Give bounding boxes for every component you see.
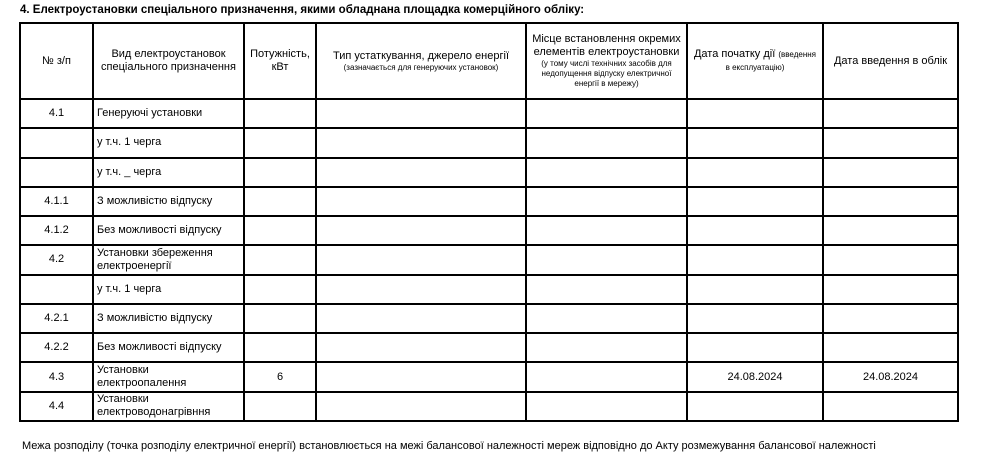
row-start-date [687, 333, 823, 362]
table-row [20, 158, 958, 187]
row-install-type [316, 216, 526, 245]
row-account-date [823, 128, 958, 157]
row-install-type [316, 392, 526, 421]
row-location [526, 304, 687, 333]
table-row [20, 128, 958, 157]
row-install-type [316, 275, 526, 304]
row-power [244, 99, 316, 128]
row-install-type [316, 304, 526, 333]
row-install-type [316, 187, 526, 216]
row-power [244, 245, 316, 274]
row-power [244, 392, 316, 421]
row-label: З можливістю відпуску [93, 187, 244, 216]
row-location [526, 99, 687, 128]
row-label: Генеруючі установки [93, 99, 244, 128]
row-location [526, 245, 687, 274]
row-install-type [316, 128, 526, 157]
row-num: 4.1.2 [20, 216, 93, 245]
table-row [20, 216, 958, 245]
table-row [20, 275, 958, 304]
row-account-date [823, 158, 958, 187]
row-num [20, 128, 93, 157]
row-account-date [823, 392, 958, 421]
row-install-type [316, 333, 526, 362]
install-type-title: Тип устаткування, джерело енергії [332, 49, 509, 62]
row-account-date [823, 216, 958, 245]
row-start-date [687, 275, 823, 304]
row-install-type [316, 158, 526, 187]
row-location [526, 362, 687, 391]
col-header-power: Потужність, кВт [244, 23, 316, 99]
table-row [20, 362, 958, 391]
row-num: 4.2 [20, 245, 93, 274]
row-install-type [316, 99, 526, 128]
row-start-date [687, 187, 823, 216]
table-row [20, 187, 958, 216]
row-account-date [823, 245, 958, 274]
row-power [244, 304, 316, 333]
row-power [244, 216, 316, 245]
row-account-date [823, 275, 958, 304]
table-row [20, 99, 958, 128]
location-note: (у тому числі технічних засобів для недопущення відпуску електричної енергії в мережу) [541, 59, 672, 88]
start-date-title: Дата початку дії [693, 48, 776, 60]
row-account-date [823, 99, 958, 128]
row-label: Без можливості відпуску [93, 216, 244, 245]
col-header-num: № з/п [20, 23, 93, 99]
col-header-account-date: Дата введення в облік [823, 23, 958, 99]
row-account-date [823, 333, 958, 362]
col-header-location [526, 23, 687, 99]
section-title: 4. Електроустановки спеціального призначення, якими обладнана площадка комерційного обліку: [20, 4, 585, 16]
row-num: 4.2.1 [20, 304, 93, 333]
table-row [20, 245, 958, 274]
row-start-date [687, 128, 823, 157]
location-title: Місце встановлення окремих елементів електроустановки [532, 33, 681, 58]
row-power [244, 158, 316, 187]
table-row [20, 392, 958, 421]
row-start-date [687, 158, 823, 187]
table-row [20, 304, 958, 333]
row-num [20, 275, 93, 304]
row-location [526, 275, 687, 304]
row-power [244, 187, 316, 216]
table-header-row [20, 23, 958, 99]
install-type-note: (зазначається для генеруючих установок) [343, 62, 499, 72]
row-account-date: 24.08.2024 [823, 362, 958, 391]
row-label: З можливістю відпуску [93, 304, 244, 333]
row-location [526, 158, 687, 187]
row-start-date [687, 216, 823, 245]
row-label: у т.ч. 1 черга [93, 128, 244, 157]
row-location [526, 128, 687, 157]
row-start-date [687, 99, 823, 128]
row-location [526, 392, 687, 421]
row-label: Установки збереження електроенергії [93, 245, 244, 274]
row-account-date [823, 187, 958, 216]
row-location [526, 333, 687, 362]
start-date-note: (введення в експлуатацію) [725, 50, 816, 72]
row-start-date [687, 245, 823, 274]
row-account-date [823, 304, 958, 333]
col-header-type: Вид електроустановок спеціального призначення [93, 23, 244, 99]
row-num [20, 158, 93, 187]
table-row [20, 333, 958, 362]
row-num: 4.4 [20, 392, 93, 421]
row-install-type [316, 362, 526, 391]
row-label: Установки електроопалення [93, 362, 244, 391]
footer-text: Межа розподілу (точка розподілу електричної енергії) встановлюється на межі балансової належності мереж відповідно до Акту розмежування балансової належності [22, 440, 876, 452]
row-num: 4.2.2 [20, 333, 93, 362]
row-label: у т.ч. 1 черга [93, 275, 244, 304]
special-installations-table [19, 22, 959, 422]
row-power [244, 333, 316, 362]
row-start-date: 24.08.2024 [687, 362, 823, 391]
row-power [244, 275, 316, 304]
col-header-start-date [687, 23, 823, 99]
row-start-date [687, 304, 823, 333]
row-num: 4.1 [20, 99, 93, 128]
row-power [244, 128, 316, 157]
row-location [526, 187, 687, 216]
col-header-install-type [316, 23, 526, 99]
row-label: Установки електроводонагрівння [93, 392, 244, 421]
row-start-date [687, 392, 823, 421]
row-label: у т.ч. _ черга [93, 158, 244, 187]
row-install-type [316, 245, 526, 274]
row-power: 6 [244, 362, 316, 391]
row-num: 4.1.1 [20, 187, 93, 216]
row-num: 4.3 [20, 362, 93, 391]
row-label: Без можливості відпуску [93, 333, 244, 362]
row-location [526, 216, 687, 245]
